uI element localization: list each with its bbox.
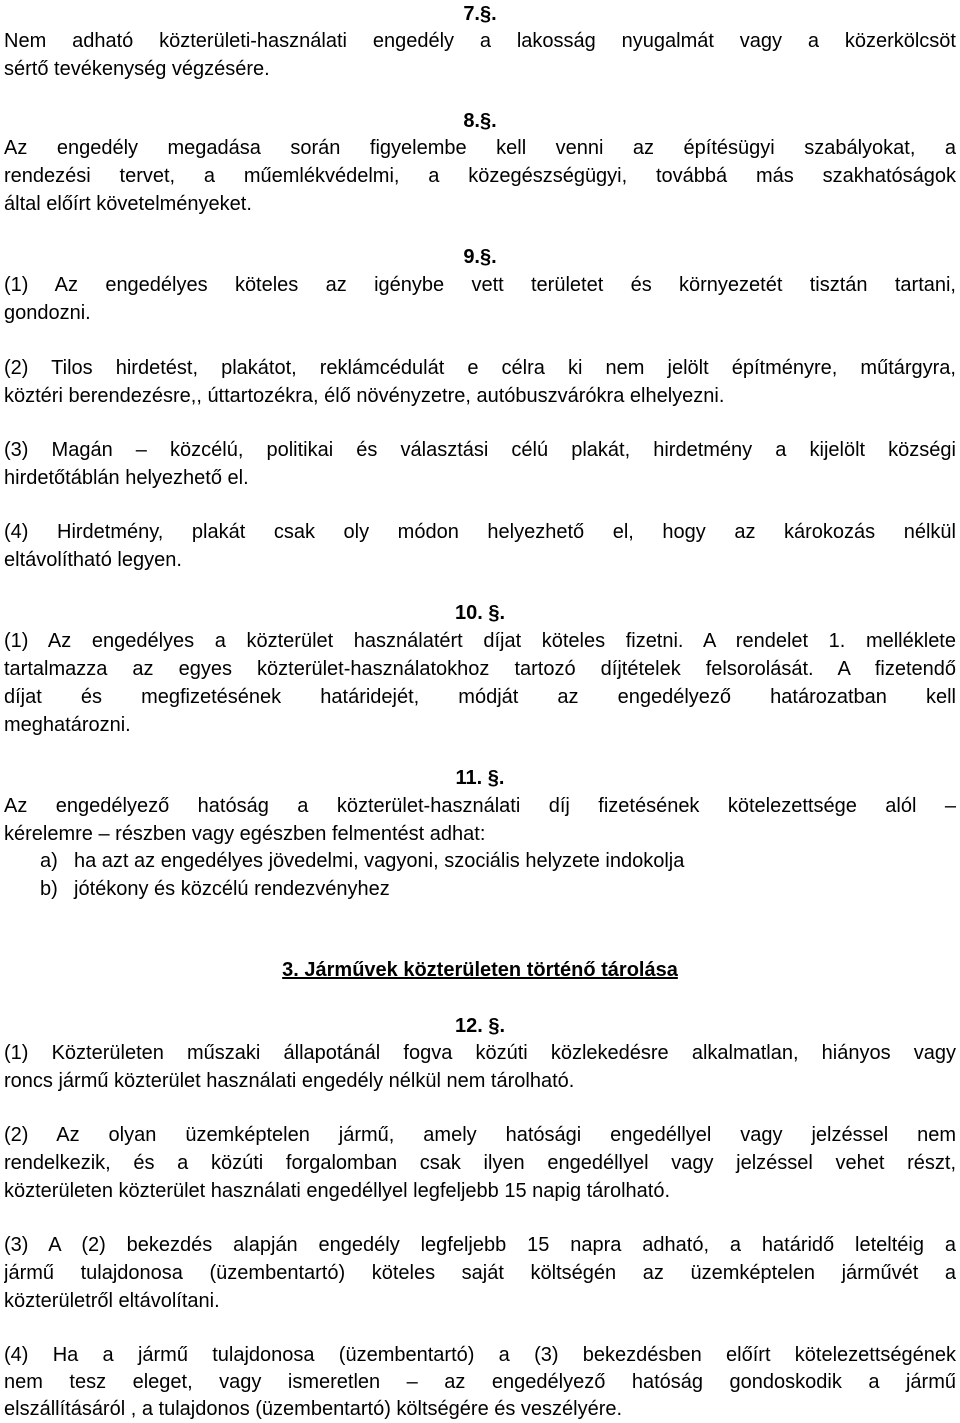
section-12-p3-line-3: közterületről eltávolítani. [4,1290,220,1312]
section-12-p4-line-2: nem tesz eleget, vagy ismeretlen – az engedélyező hatóság gondoskodik a jármű [4,1371,956,1393]
section-9-p1-line-1: (1) Az engedélyes köteles az igénybe vett területet és környezetét tisztán tartani, [4,274,956,296]
section-9-p1-line-2: gondozni. [4,302,91,324]
section-12-p1-line-2: roncs jármű közterület használati engedély nélkül nem tárolható. [4,1070,575,1092]
section-9-p4-line-2: eltávolítható legyen. [4,549,182,571]
section-11-line-2: kérelemre – részben vagy egészben felmentést adhat: [4,823,486,845]
list-item-text: ha azt az engedélyes jövedelmi, vagyoni, szociális helyzete indokolja [74,850,685,872]
section-9-p3-line-2: hirdetőtáblán helyezhető el. [4,467,249,489]
list-item-text: jótékony és közcélú rendezvényhez [74,878,390,900]
section-7-heading: 7.§. [463,3,497,25]
section-11-line-1: Az engedélyező hatóság a közterület-használati díj fizetésének kötelezettsége alól – [4,795,956,817]
list-item-marker: b) [40,878,58,900]
section-12-p2-line-1: (2) Az olyan üzemképtelen jármű, amely hatósági engedéllyel vagy jelzéssel nem [4,1124,956,1146]
section-12-p2-line-2: rendelkezik, és a közúti forgalomban csak ilyen engedéllyel vagy jelzéssel vehet részt, [4,1152,956,1174]
section-11-heading: 11. §. [455,767,505,789]
section-12-p4-line-3: elszállításáról , a tulajdonos (üzembentartó) költségére és veszélyére. [4,1398,623,1420]
section-9-p3-line-1: (3) Magán – közcélú, politikai és választási célú plakát, hirdetmény a kijelölt községi [4,439,956,461]
section-10-line-2: tartalmazza az egyes közterület-használatokhoz tartozó díjtételek felsorolását. A fizetendő [4,658,956,680]
section-12-p3-line-1: (3) A (2) bekezdés alapján engedély legfeljebb 15 napra adható, a határidő leteltéig a [4,1234,956,1256]
section-8-heading: 8.§. [463,110,497,132]
section-9-heading: 9.§. [463,246,497,268]
chapter-title: 3. Járművek közterületen történő tárolása [282,959,678,981]
list-item-marker: a) [40,850,58,872]
section-12-p2-line-3: közterületen közterület használati engedéllyel legfeljebb 15 napig tárolható. [4,1180,671,1202]
section-8-line-1: Az engedély megadása során figyelembe kell venni az építésügyi szabályokat, a [4,137,956,159]
section-12-p3-line-2: jármű tulajdonosa (üzembentartó) köteles saját költségén az üzemképtelen járművét a [4,1262,956,1284]
section-10-line-4: meghatározni. [4,714,131,736]
section-8-line-2: rendezési tervet, a műemlékvédelmi, a közegészségügyi, továbbá más szakhatóságok [4,165,956,187]
section-12-p4-line-1: (4) Ha a jármű tulajdonosa (üzembentartó) a (3) bekezdésben előírt kötelezettségének [4,1344,956,1366]
section-9-p4-line-1: (4) Hirdetmény, plakát csak oly módon helyezhető el, hogy az károkozás nélkül [4,521,956,543]
section-7-line-2: sértő tevékenység végzésére. [4,58,270,80]
section-7-line-1: Nem adható közterületi-használati engedély a lakosság nyugalmát vagy a közerkölcsöt [4,30,956,52]
section-10-line-3: díjat és megfizetésének határidejét, módját az engedélyező határozatban kell [4,686,956,708]
section-10-heading: 10. §. [454,602,506,624]
section-9-p2-line-1: (2) Tilos hirdetést, plakátot, reklámcédulát e célra ki nem jelölt építményre, műtárgyra, [4,357,956,379]
list-item [40,847,940,875]
section-12-p1-line-1: (1) Közterületen műszaki állapotánál fogva közúti közlekedésre alkalmatlan, hiányos vagy [4,1042,956,1064]
section-10-line-1: (1) Az engedélyes a közterület használatért díjat köteles fizetni. A rendelet 1. melléklete [4,630,956,652]
section-8-line-3: által előírt követelményeket. [4,193,252,215]
section-9-p2-line-2: köztéri berendezésre,, úttartozékra, élő növényzetre, autóbuszvárókra elhelyezni. [4,385,725,407]
section-12-heading: 12. §. [454,1015,506,1037]
list-item [40,875,940,903]
